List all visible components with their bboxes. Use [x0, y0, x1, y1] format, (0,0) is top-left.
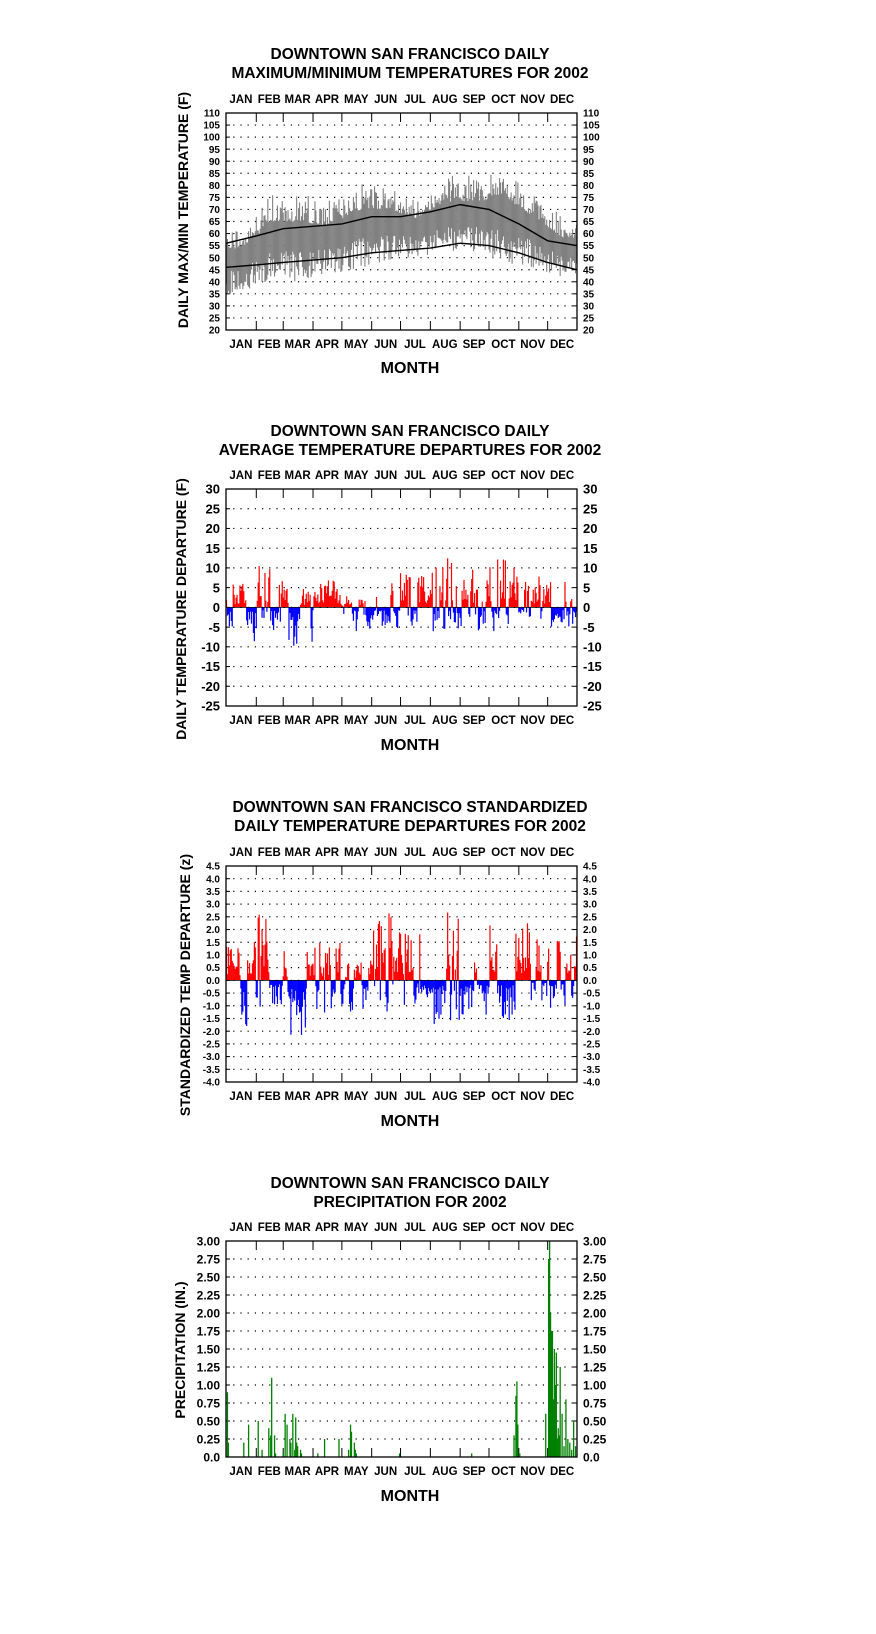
x-tick-label: DEC — [549, 339, 575, 351]
y-tick-label: 15 — [583, 540, 598, 556]
y-tick-label: -1.5 — [583, 1014, 601, 1026]
y-tick-label: 30 — [583, 301, 595, 313]
x-tick-label: OCT — [491, 715, 516, 727]
y-tick-label: 2.50 — [196, 1270, 220, 1285]
x-tick-label: JUL — [404, 1091, 426, 1103]
x-tick-label: JUL — [404, 715, 426, 727]
y-tick-label: -3.0 — [583, 1052, 601, 1064]
x-tick-label: MAY — [344, 715, 369, 727]
y-tick-label: 1.50 — [196, 1342, 220, 1357]
x-tick-label: NOV — [520, 1222, 546, 1234]
y-tick-label: 25 — [583, 313, 595, 325]
x-tick-label: JUL — [404, 1466, 426, 1478]
y-tick-label: -25 — [583, 698, 602, 714]
x-tick-label: NOV — [520, 1466, 546, 1478]
y-tick-label: 2.5 — [583, 912, 597, 924]
x-tick-label: JUN — [374, 1222, 398, 1234]
x-tick-label: DEC — [549, 715, 575, 727]
y-tick-label: 3.00 — [583, 1234, 607, 1249]
x-tick-label: MAY — [344, 1466, 369, 1478]
y-tick-label: 5 — [583, 580, 591, 596]
y-tick-label: -20 — [201, 678, 220, 694]
x-tick-label: MAR — [284, 470, 311, 482]
y-tick-label: 0.5 — [583, 963, 597, 975]
y-tick-label: 85 — [583, 168, 595, 180]
y-tick-label: 3.00 — [196, 1234, 220, 1249]
x-tick-label: DEC — [549, 470, 575, 482]
y-tick-label: -15 — [201, 659, 220, 675]
x-tick-label: FEB — [257, 339, 281, 351]
x-tick-label: JUN — [374, 339, 398, 351]
x-tick-label: MAR — [284, 847, 311, 859]
y-tick-label: 0.0 — [203, 1450, 220, 1465]
chart-title-line: AVERAGE TEMPERATURE DEPARTURES FOR 2002 — [218, 442, 602, 459]
x-tick-label: NOV — [520, 470, 546, 482]
y-tick-label: 2.25 — [583, 1288, 607, 1303]
x-tick-label: APR — [314, 470, 340, 482]
y-tick-label: 100 — [203, 132, 220, 144]
x-tick-label: MAR — [284, 1222, 311, 1234]
x-tick-label: DEC — [549, 1466, 575, 1478]
y-tick-label: 20 — [583, 521, 598, 537]
y-tick-label: 1.25 — [196, 1360, 220, 1375]
x-tick-label: AUG — [431, 715, 458, 727]
y-tick-label: 75 — [208, 192, 220, 204]
y-tick-label: -1.0 — [202, 1001, 220, 1013]
x-axis-label: MONTH — [380, 1488, 440, 1505]
x-tick-label: OCT — [491, 1222, 516, 1234]
x-tick-label: MAY — [344, 94, 369, 106]
x-tick-label: JUN — [374, 470, 398, 482]
x-tick-label: NOV — [520, 715, 546, 727]
y-tick-label: 65 — [583, 217, 595, 229]
x-tick-label: JUN — [374, 1466, 398, 1478]
y-tick-label: -2.0 — [202, 1026, 220, 1038]
y-tick-label: 0 — [583, 600, 591, 616]
y-tick-label: 105 — [583, 120, 600, 132]
y-tick-label: 4.0 — [206, 874, 220, 886]
x-tick-label: OCT — [491, 470, 516, 482]
y-tick-label: -3.0 — [202, 1052, 220, 1064]
x-tick-label: FEB — [257, 1222, 281, 1234]
x-tick-label: APR — [314, 715, 340, 727]
y-tick-label: 20 — [208, 325, 220, 337]
y-tick-label: 95 — [208, 144, 220, 156]
x-tick-label: APR — [314, 1091, 340, 1103]
y-tick-label: 10 — [583, 560, 598, 576]
y-tick-label: 80 — [583, 180, 595, 192]
y-tick-label: 45 — [583, 265, 595, 277]
y-tick-label: -3.5 — [202, 1064, 220, 1076]
y-tick-label: 1.0 — [206, 950, 220, 962]
x-tick-label: JAN — [229, 1222, 253, 1234]
x-tick-label: APR — [314, 339, 340, 351]
y-tick-label: 45 — [208, 265, 220, 277]
y-tick-label: 1.00 — [196, 1378, 220, 1393]
y-tick-label: 3.0 — [583, 899, 597, 911]
x-tick-label: JUN — [374, 94, 398, 106]
y-tick-label: 110 — [203, 108, 220, 120]
x-tick-label: SEP — [462, 1091, 486, 1103]
y-tick-label: -4.0 — [202, 1077, 220, 1089]
y-tick-label: 0.50 — [583, 1414, 607, 1429]
y-tick-label: 2.75 — [583, 1252, 607, 1267]
x-tick-label: APR — [314, 1466, 340, 1478]
y-tick-label: 2.00 — [583, 1306, 607, 1321]
x-tick-label: JUL — [404, 1222, 426, 1234]
y-tick-label: -10 — [583, 639, 602, 655]
chart-title-line: DOWNTOWN SAN FRANCISCO DAILY — [270, 423, 550, 440]
x-tick-label: OCT — [491, 847, 516, 859]
x-tick-label: JAN — [229, 847, 253, 859]
x-tick-label: FEB — [257, 470, 281, 482]
y-tick-label: 75 — [583, 192, 595, 204]
x-tick-label: OCT — [491, 1091, 516, 1103]
y-axis-label: DAILY TEMPERATURE DEPARTURE (F) — [173, 478, 189, 740]
x-tick-label: AUG — [431, 470, 458, 482]
y-tick-label: 30 — [205, 481, 220, 497]
x-tick-label: DEC — [549, 1091, 575, 1103]
y-tick-label: 2.00 — [196, 1306, 220, 1321]
x-tick-label: AUG — [431, 1091, 458, 1103]
x-tick-label: APR — [314, 847, 340, 859]
x-tick-label: FEB — [257, 1466, 281, 1478]
y-tick-label: 25 — [205, 501, 220, 517]
x-tick-label: DEC — [549, 94, 575, 106]
y-tick-label: 0.0 — [583, 1450, 600, 1465]
y-tick-label: -1.0 — [583, 1001, 601, 1013]
x-tick-label: APR — [314, 1222, 340, 1234]
y-tick-label: 2.0 — [206, 925, 220, 937]
x-tick-label: NOV — [520, 1091, 546, 1103]
y-tick-label: 0.25 — [196, 1432, 220, 1447]
x-tick-label: MAR — [284, 715, 311, 727]
y-tick-label: 80 — [208, 180, 220, 192]
precipitation-bars — [227, 1241, 575, 1457]
x-tick-label: JUL — [404, 339, 426, 351]
chart-title-line: PRECIPITATION FOR 2002 — [313, 1194, 507, 1211]
y-tick-label: 2.75 — [196, 1252, 220, 1267]
y-tick-label: 90 — [583, 156, 595, 168]
x-tick-label: MAR — [284, 94, 311, 106]
y-tick-label: 30 — [208, 301, 220, 313]
y-tick-label: 85 — [208, 168, 220, 180]
y-tick-label: -1.5 — [202, 1014, 220, 1026]
y-tick-label: 0.75 — [196, 1396, 220, 1411]
y-tick-label: 2.5 — [206, 912, 220, 924]
y-tick-label: -10 — [201, 639, 220, 655]
x-tick-label: SEP — [462, 470, 486, 482]
x-tick-label: OCT — [491, 339, 516, 351]
y-tick-label: 65 — [208, 217, 220, 229]
y-tick-label: 3.0 — [206, 899, 220, 911]
x-tick-label: JUL — [404, 847, 426, 859]
y-tick-label: -0.5 — [202, 988, 220, 1000]
y-tick-label: -2.5 — [202, 1039, 220, 1051]
y-tick-label: 5 — [212, 580, 220, 596]
x-tick-label: JUN — [374, 715, 398, 727]
y-tick-label: -2.5 — [583, 1039, 601, 1051]
y-tick-label: 55 — [583, 241, 595, 253]
y-axis-label: DAILY MAX/MIN TEMPERATURE (F) — [175, 91, 191, 329]
y-tick-label: 40 — [208, 277, 220, 289]
chart-title-line: DOWNTOWN SAN FRANCISCO DAILY — [270, 46, 550, 63]
x-axis-label: MONTH — [380, 1113, 440, 1130]
y-tick-label: 110 — [583, 108, 600, 120]
x-tick-label: SEP — [462, 715, 486, 727]
x-tick-label: SEP — [462, 1466, 486, 1478]
x-tick-label: JAN — [229, 715, 253, 727]
plot-frame — [226, 1241, 577, 1457]
chart-title-line: MAXIMUM/MINIMUM TEMPERATURES FOR 2002 — [231, 65, 589, 82]
y-tick-label: 0.25 — [583, 1432, 607, 1447]
y-tick-label: 95 — [583, 144, 595, 156]
y-tick-label: 60 — [583, 229, 595, 241]
x-tick-label: FEB — [257, 715, 281, 727]
y-tick-label: 70 — [583, 205, 595, 217]
x-tick-label: SEP — [462, 339, 486, 351]
y-tick-label: 1.00 — [583, 1378, 607, 1393]
y-tick-label: 2.50 — [583, 1270, 607, 1285]
y-tick-label: 100 — [583, 132, 600, 144]
x-tick-label: MAR — [284, 339, 311, 351]
chart-title-line: DAILY TEMPERATURE DEPARTURES FOR 2002 — [234, 818, 586, 835]
x-axis-label: MONTH — [380, 360, 440, 377]
y-tick-label: 55 — [208, 241, 220, 253]
y-tick-label: 60 — [208, 229, 220, 241]
y-tick-label: 3.5 — [583, 887, 597, 899]
y-tick-label: 1.50 — [583, 1342, 607, 1357]
y-tick-label: 10 — [205, 560, 220, 576]
x-tick-label: OCT — [491, 1466, 516, 1478]
y-tick-label: 20 — [583, 325, 595, 337]
x-tick-label: MAY — [344, 470, 369, 482]
y-tick-label: 4.0 — [583, 874, 597, 886]
x-tick-label: OCT — [491, 94, 516, 106]
y-axis-label: STANDARDIZED TEMP DEPARTURE (z) — [177, 853, 193, 1117]
y-tick-label: 35 — [583, 289, 595, 301]
x-tick-label: MAY — [344, 847, 369, 859]
y-tick-label: 4.5 — [583, 861, 597, 873]
y-tick-label: 0.0 — [206, 975, 220, 987]
y-tick-label: 2.25 — [196, 1288, 220, 1303]
y-tick-label: 25 — [208, 313, 220, 325]
x-tick-label: FEB — [257, 847, 281, 859]
x-tick-label: JUN — [374, 847, 398, 859]
y-tick-label: 1.5 — [583, 937, 597, 949]
y-tick-label: 50 — [583, 253, 595, 265]
x-tick-label: AUG — [431, 339, 458, 351]
y-tick-label: 40 — [583, 277, 595, 289]
y-tick-label: 35 — [208, 289, 220, 301]
y-tick-label: 1.75 — [196, 1324, 220, 1339]
x-tick-label: NOV — [520, 94, 546, 106]
y-tick-label: 0.50 — [196, 1414, 220, 1429]
x-tick-label: AUG — [431, 1466, 458, 1478]
chart-title-line: DOWNTOWN SAN FRANCISCO STANDARDIZED — [232, 799, 588, 816]
y-tick-label: -25 — [201, 698, 220, 714]
y-tick-label: 70 — [208, 205, 220, 217]
x-tick-label: MAY — [344, 339, 369, 351]
y-tick-label: 3.5 — [206, 887, 220, 899]
x-tick-label: SEP — [462, 1222, 486, 1234]
x-tick-label: DEC — [549, 1222, 575, 1234]
y-tick-label: -5 — [208, 619, 220, 635]
x-tick-label: FEB — [257, 94, 281, 106]
y-tick-label: 4.5 — [206, 861, 220, 873]
x-tick-label: JAN — [229, 339, 253, 351]
x-tick-label: NOV — [520, 847, 546, 859]
y-tick-label: 1.5 — [206, 937, 220, 949]
x-tick-label: JAN — [229, 1466, 253, 1478]
x-tick-label: JUN — [374, 1091, 398, 1103]
y-tick-label: 0 — [212, 600, 220, 616]
x-tick-label: MAR — [284, 1091, 311, 1103]
x-axis-label: MONTH — [380, 737, 440, 754]
y-tick-label: 30 — [583, 481, 598, 497]
y-tick-label: 50 — [208, 253, 220, 265]
y-tick-label: 90 — [208, 156, 220, 168]
y-tick-label: -20 — [583, 678, 602, 694]
x-tick-label: JAN — [229, 1091, 253, 1103]
x-tick-label: SEP — [462, 847, 486, 859]
x-tick-label: MAY — [344, 1222, 369, 1234]
y-tick-label: -5 — [583, 619, 595, 635]
y-tick-label: -2.0 — [583, 1026, 601, 1038]
x-tick-label: MAR — [284, 1466, 311, 1478]
x-tick-label: JUL — [404, 470, 426, 482]
y-tick-label: 1.75 — [583, 1324, 607, 1339]
x-tick-label: MAY — [344, 1091, 369, 1103]
y-tick-label: 20 — [205, 521, 220, 537]
x-tick-label: NOV — [520, 339, 546, 351]
y-tick-label: 105 — [203, 120, 220, 132]
y-tick-label: 2.0 — [583, 925, 597, 937]
y-tick-label: -3.5 — [583, 1064, 601, 1076]
x-tick-label: AUG — [431, 847, 458, 859]
x-tick-label: APR — [314, 94, 340, 106]
chart-title-line: DOWNTOWN SAN FRANCISCO DAILY — [270, 1175, 550, 1192]
x-tick-label: AUG — [431, 94, 458, 106]
y-tick-label: -15 — [583, 659, 602, 675]
y-tick-label: -0.5 — [583, 988, 601, 1000]
x-tick-label: SEP — [462, 94, 486, 106]
y-tick-label: 0.5 — [206, 963, 220, 975]
y-tick-label: -4.0 — [583, 1077, 601, 1089]
y-tick-label: 25 — [583, 501, 598, 517]
y-tick-label: 1.25 — [583, 1360, 607, 1375]
x-tick-label: JAN — [229, 470, 253, 482]
y-tick-label: 1.0 — [583, 950, 597, 962]
x-tick-label: JUL — [404, 94, 426, 106]
y-tick-label: 15 — [205, 540, 220, 556]
x-tick-label: DEC — [549, 847, 575, 859]
y-tick-label: 0.75 — [583, 1396, 607, 1411]
x-tick-label: FEB — [257, 1091, 281, 1103]
x-tick-label: AUG — [431, 1222, 458, 1234]
x-tick-label: JAN — [229, 94, 253, 106]
y-axis-label: PRECIPITATION (IN.) — [172, 1281, 188, 1419]
y-tick-label: 0.0 — [583, 975, 597, 987]
